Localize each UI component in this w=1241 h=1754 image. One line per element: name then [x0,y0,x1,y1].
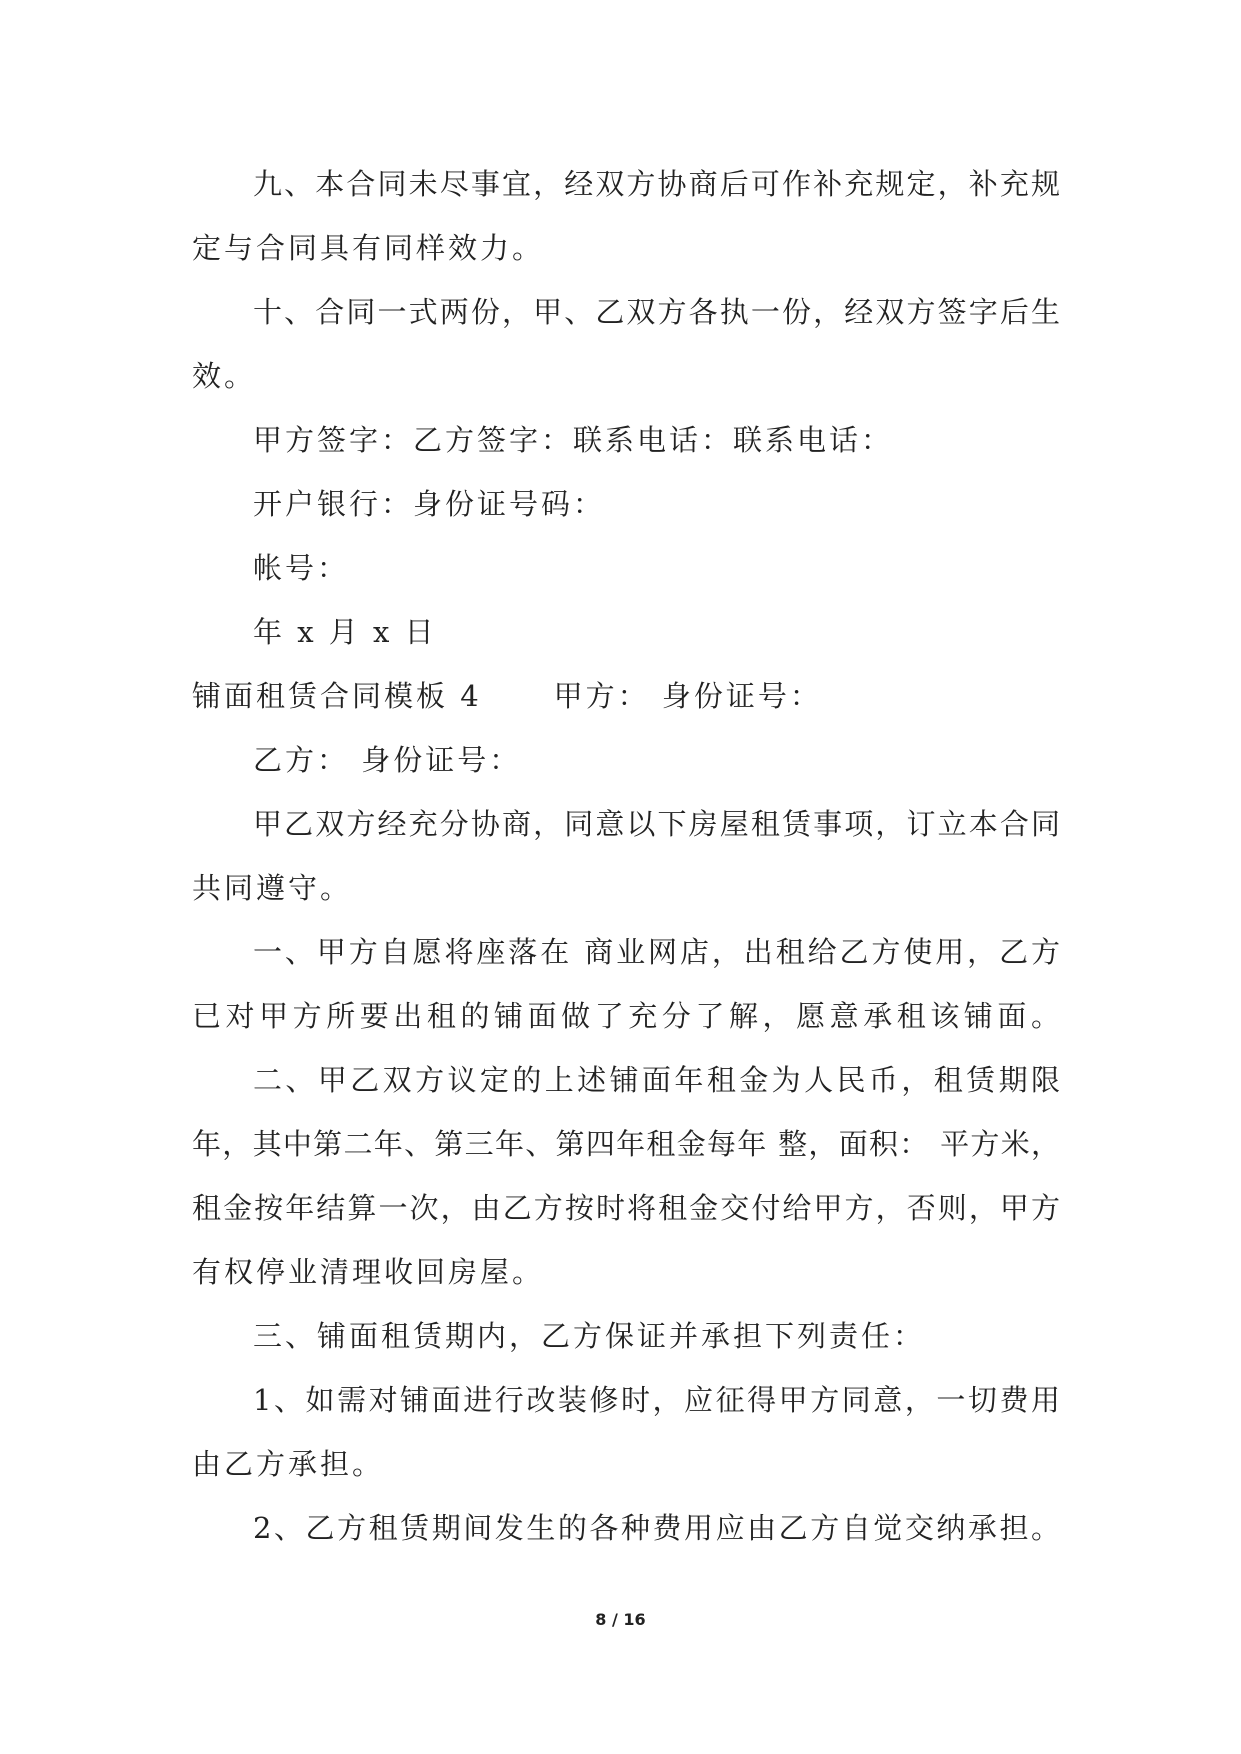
paragraph-line: 共同遵守。 [192,871,353,905]
paragraph-line: 1、如需对铺面进行改装修时，应征得甲方同意，一切费用 [253,1383,1060,1417]
paragraph-line: 二、甲乙双方议定的上述铺面年租金为人民币，租赁期限 [253,1063,1060,1097]
section-heading-line [192,676,1060,716]
paragraph-line: 效。 [192,359,257,393]
paragraph-line: 定与合同具有同样效力。 [192,231,545,265]
paragraph-line: 租金按年结算一次，由乙方按时将租金交付给甲方，否则，甲方 [192,1191,1060,1225]
paragraph-line: 甲方签字：乙方签字：联系电话：联系电话： [253,423,894,457]
paragraph-line: 十、合同一式两份，甲、乙双方各执一份，经双方签字后生 [253,295,1060,329]
paragraph-line: 2、乙方租赁期间发生的各种费用应由乙方自觉交纳承担。 [253,1511,1060,1545]
party-b-line: 乙方： 身份证号： [253,743,522,777]
party-a-line: 甲方： 身份证号： [553,679,822,713]
paragraph-line: 由乙方承担。 [192,1447,385,1481]
paragraph-line: 已对甲方所要出租的铺面做了充分了解，愿意承租该铺面。 [192,999,1060,1033]
paragraph-line: 年，其中第二年、第三年、第四年租金每年 整，面积： 平方米， [192,1127,1060,1161]
date-line: 年 x 月 x 日 [253,615,437,649]
paragraph-line: 有权停业清理收回房屋。 [192,1255,545,1289]
paragraph-line: 开户银行：身份证号码： [253,487,606,521]
paragraph-line: 一、甲方自愿将座落在 商业网店，出租给乙方使用，乙方 [253,935,1060,969]
paragraph-line: 九、本合同未尽事宜，经双方协商后可作补充规定，补充规 [253,167,1060,201]
paragraph-line: 甲乙双方经充分协商，同意以下房屋租赁事项，订立本合同 [253,807,1060,841]
page-number: 8 / 16 [595,1610,646,1629]
paragraph-line: 帐号： [253,551,350,585]
paragraph-line: 三、铺面租赁期内，乙方保证并承担下列责任： [253,1319,926,1353]
section-heading: 铺面租赁合同模板 4 [192,679,482,713]
